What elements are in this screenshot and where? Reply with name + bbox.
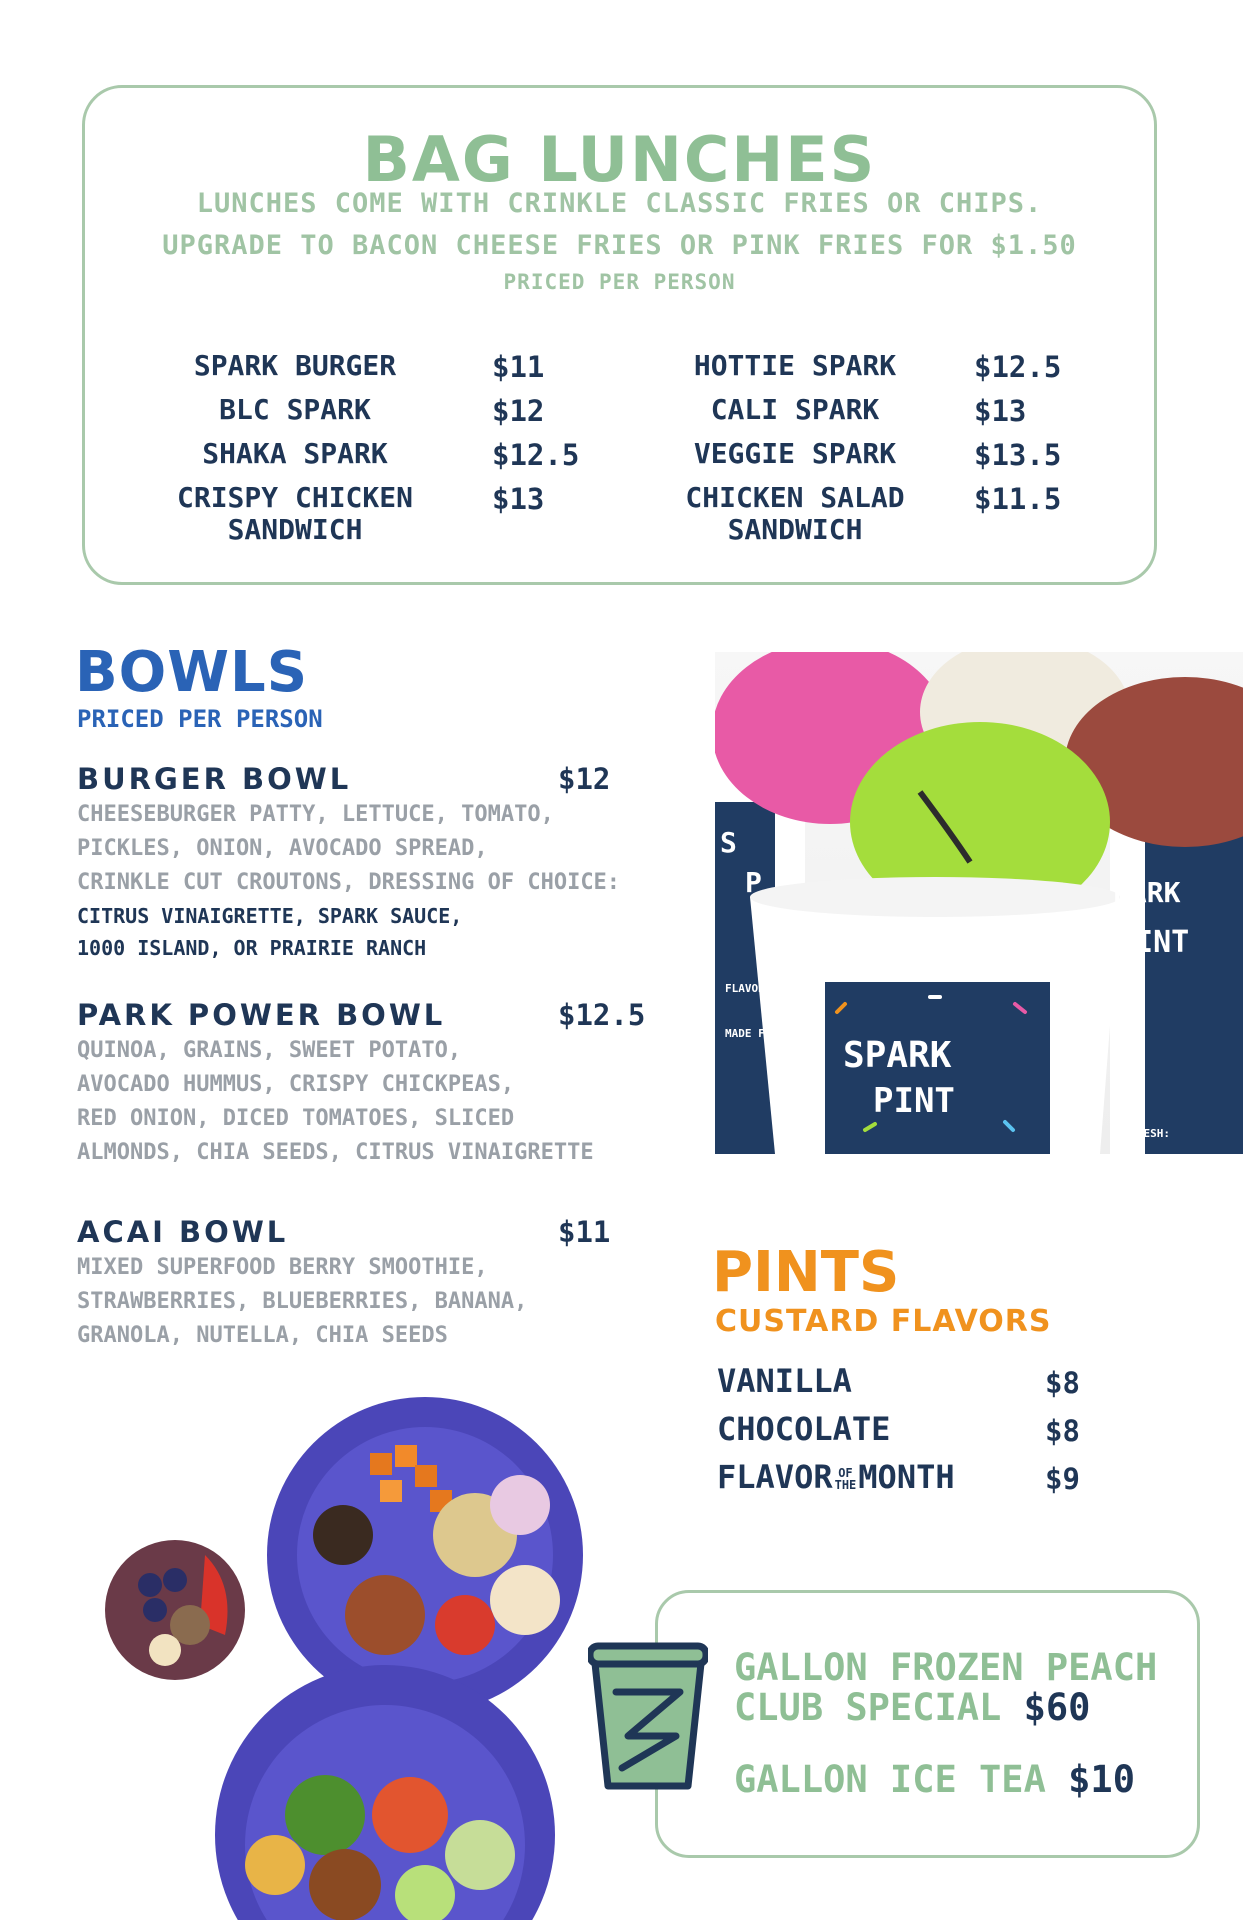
bowl-description-line: CHEESEBURGER PATTY, LETTUCE, TOMATO, [77,802,554,827]
bowl-description [77,798,620,964]
pints-subtitle: CUSTARD FLAVORS [715,1304,1052,1339]
bowl-description-line: ALMONDS, CHIA SEEDS, CITRUS VINAIGRETTE [77,1140,594,1165]
pint-flavor-price: $8 [1045,1366,1080,1400]
bowl-description [77,1251,527,1353]
gallon-peach-line-2 [734,1688,1090,1728]
right-cup-fragment: E FRESH: [1117,1127,1170,1140]
bowl-description-line: PICKLES, ONION, AVOCADO SPREAD, [77,836,488,861]
bowl-dressing-line: CITRUS VINAIGRETTE, SPARK SAUCE, [77,904,463,928]
gallon-peach-line-1: GALLON FROZEN PEACH [734,1646,1158,1689]
bag-lunches-subtitle-1: LUNCHES COME WITH CRINKLE CLASSIC FRIES OR CHIPS. [196,188,1043,219]
gallon-tea-price: $10 [1068,1758,1135,1801]
gallon-peach-price: $60 [1023,1686,1091,1729]
bowls-title: BOWLS [75,640,309,705]
bag-lunches-note: PRICED PER PERSON [503,270,736,294]
gallon-peach-label: CLUB SPECIAL [734,1686,1002,1729]
bowl-description-line: STRAWBERRIES, BLUEBERRIES, BANANA, [77,1289,528,1314]
left-cup-fragment: P [745,866,762,899]
bowl-description-line: AVOCADO HUMMUS, CRISPY CHICKPEAS, [77,1072,515,1097]
menu-item-price: $12.5 [492,438,580,472]
month-word: MONTH [858,1458,955,1496]
bag-lunches-title: BAG LUNCHES [362,123,877,196]
menu-item-price: $11.5 [974,482,1062,516]
bowl-name: ACAI BOWL [77,1215,289,1249]
flavor-word: FLAVOR [717,1458,833,1496]
menu-item-name: BLC SPARK [219,393,371,426]
pint-flavor-price: $9 [1045,1462,1080,1496]
bowl-name: BURGER BOWL [77,762,352,796]
right-cup-fragment: PARK [1113,876,1181,909]
bowl-description-line: GRANOLA, NUTELLA, CHIA SEEDS [77,1323,448,1348]
pint-label-pint: PINT [873,1081,955,1121]
menu-item-price: $13 [974,394,1027,428]
menu-item-name-line: SANDWICH [227,513,363,546]
ice-cream-pints-photo [715,652,1243,1154]
bowl-description-line: MIXED SUPERFOOD BERRY SMOOTHIE, [77,1255,488,1280]
left-cup-fragment: FLAVOR [725,982,765,995]
menu-item-name [660,482,930,546]
gallon-tea-line [734,1760,1135,1800]
bowl-price: $11 [558,1215,611,1249]
menu-item-name-line: CHICKEN SALAD [685,481,905,514]
pint-flavor-price: $8 [1045,1414,1080,1448]
of-word: OF [838,1466,853,1480]
bowl-description-line: RED ONION, DICED TOMATOES, SLICED [77,1106,515,1131]
right-cup-fragment: OR: [1117,982,1137,995]
bowls-note: PRICED PER PERSON [77,705,323,733]
menu-item-name-line: CRISPY CHICKEN [176,481,413,514]
bowl-price: $12 [558,762,611,796]
menu-item-price: $12.5 [974,350,1062,384]
menu-item-price: $12 [492,394,545,428]
bowl-description [77,1034,594,1170]
pints-title: PINTS [712,1240,900,1305]
pint-flavor-name: CHOCOLATE [717,1410,891,1448]
pint-flavor-name: VANILLA [717,1362,852,1400]
menu-item-name-line: SANDWICH [727,513,863,546]
menu-item-price: $11 [492,350,545,384]
menu-item-name: SHAKA SPARK [202,437,388,470]
menu-item-price: $13 [492,482,545,516]
gallon-specials-panel [655,1590,1200,1858]
menu-item-price: $13.5 [974,438,1062,472]
menu-item-name: CALI SPARK [710,393,880,426]
pint-flavor-name [717,1458,955,1496]
menu-item-name [165,482,425,546]
left-cup-fragment: MADE F [725,1027,765,1040]
bag-lunches-subtitle-2: UPGRADE TO BACON CHEESE FRIES OR PINK FRIES FOR $1.50 [162,230,1077,261]
menu-item-name: VEGGIE SPARK [693,437,897,470]
bowl-price: $12.5 [558,998,646,1032]
bowls-food-illustration [95,1385,615,1920]
bowl-description-line: QUINOA, GRAINS, SWEET POTATO, [77,1038,462,1063]
bag-lunches-panel [82,85,1157,585]
menu-item-name: SPARK BURGER [193,349,397,382]
bowls-food-photo [95,1385,615,1920]
left-cup-fragment: S [720,826,737,859]
ice-cream-pints-illustration [715,652,1243,1154]
of-the-glyph [835,1467,857,1491]
gallon-tea-label: GALLON ICE TEA [734,1758,1046,1801]
bowl-name: PARK POWER BOWL [77,998,446,1032]
menu-item-name: HOTTIE SPARK [693,349,897,382]
pint-label-spark: SPARK [843,1035,952,1076]
the-word: THE [834,1478,857,1492]
bowl-dressing-line: 1000 ISLAND, OR PRAIRIE RANCH [77,936,427,960]
right-cup-fragment: PINT [1117,925,1190,960]
bowl-description-line: CRINKLE CUT CROUTONS, DRESSING OF CHOICE: [77,870,621,895]
